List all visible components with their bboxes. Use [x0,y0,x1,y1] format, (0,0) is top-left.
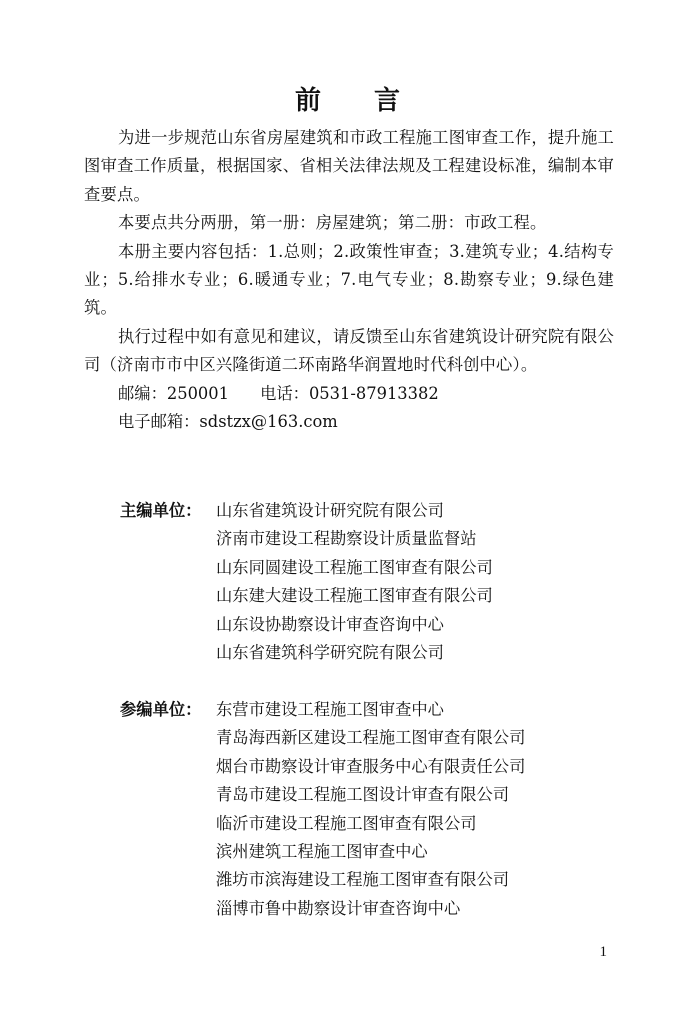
page-number: 1 [599,944,607,960]
chief-unit-item: 山东省建筑设计研究院有限公司 [216,501,444,520]
postcode-value: 250001 [166,383,230,403]
co-unit-item: 青岛海西新区建设工程施工图审查有限公司 [216,728,526,748]
phone-label: 电话： [260,383,309,403]
paragraph-purpose: 为进一步规范山东省房屋建筑和市政工程施工图审查工作，提升施工图审查工作质量，根据国家、省相关法律法规及工程建设标准，编制本审查要点。 [84,128,614,204]
paragraph-contents: 本册主要内容包括：1.总则；2.政策性审查；3.建筑专业；4.结构专业；5.给排水专业；6.暖通专业；7.电气专业；8.勘察专业；9.绿色建筑。 [84,241,614,318]
co-unit-item: 临沂市建设工程施工图审查有限公司 [216,813,477,833]
page-title: 前 言 [294,86,423,116]
co-unit-item: 烟台市勘察设计审查服务中心有限责任公司 [216,756,526,776]
co-units-list [216,696,525,923]
chief-unit-item: 山东省建筑科学研究院有限公司 [216,642,444,662]
paragraph-feedback: 执行过程中如有意见和建议，请反馈至山东省建筑设计研究院有限公司（济南市市中区兴隆街道二环南路华润置地时代科创中心）。 [84,326,614,375]
preface-body [84,124,614,436]
chief-units-label: 主编单位： [120,501,202,520]
paragraph-volumes: 本要点共分两册，第一册：房屋建筑；第二册：市政工程。 [118,213,547,233]
co-unit-item: 滨州建筑工程施工图审查中心 [216,841,428,861]
co-unit-item: 潍坊市滨海建设工程施工图审查有限公司 [216,870,510,890]
co-units-label: 参编单位： [120,700,202,719]
chief-unit-item: 山东建大建设工程施工图审查有限公司 [216,586,493,606]
email-value: sdstzx@163.com [199,412,338,432]
co-unit-item: 东营市建设工程施工图审查中心 [216,700,444,719]
email-label: 电子邮箱： [118,412,200,432]
contact-postcode-phone [84,380,614,408]
chief-unit-item: 山东同圆建设工程施工图审查有限公司 [216,557,493,577]
chief-unit-item: 济南市建设工程勘察设计质量监督站 [216,529,477,549]
phone-value: 0531-87913382 [308,383,439,403]
contact-email [84,408,614,436]
postcode-label: 邮编： [118,383,167,403]
chief-unit-item: 山东设协勘察设计审查咨询中心 [216,614,444,634]
co-unit-item: 青岛市建设工程施工图设计审查有限公司 [216,785,510,805]
co-unit-item: 淄博市鲁中勘察设计审查咨询中心 [216,898,461,918]
chief-units-list [216,497,493,667]
contact-spacer [229,384,260,403]
